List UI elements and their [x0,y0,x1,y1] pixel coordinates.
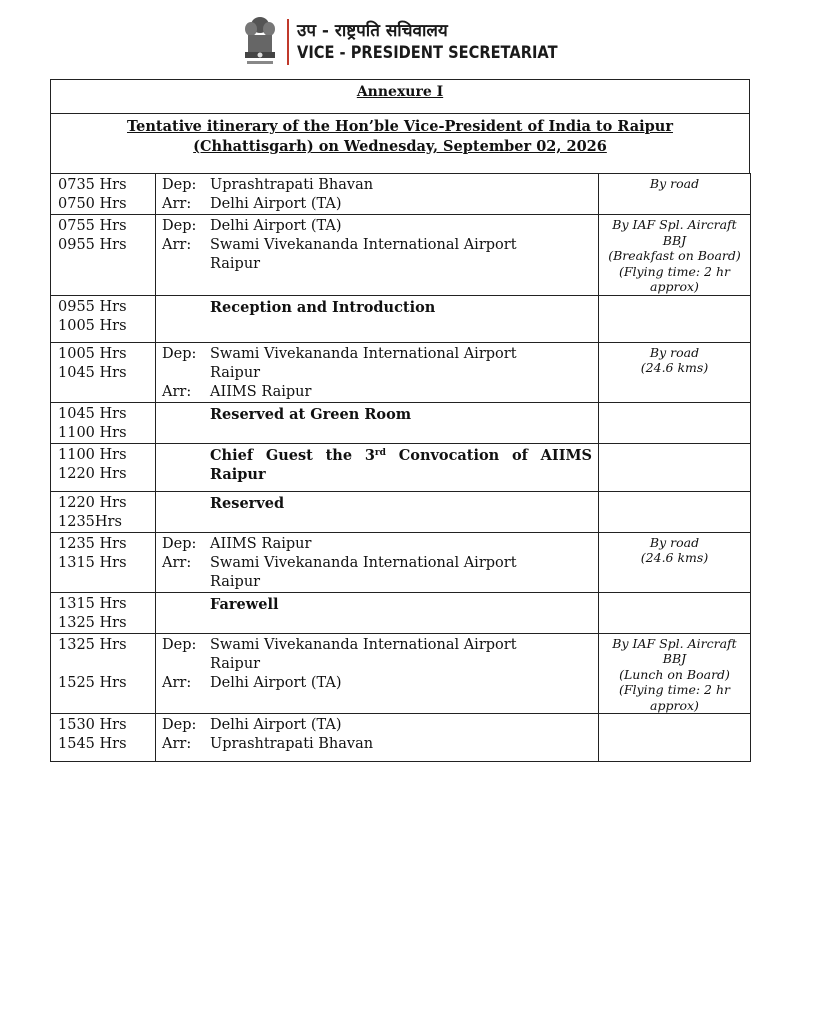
time-start: 1325 Hrs [58,636,127,653]
dep-place: Delhi Airport (TA) [210,717,342,733]
time-cell [51,633,156,714]
time-end: 1525 Hrs [58,674,127,691]
table-row [51,532,751,592]
time-cell [51,443,156,491]
note-cell [599,633,751,714]
table-row [51,215,751,296]
time-cell [51,491,156,532]
time-start: 1005 Hrs [58,345,127,362]
table-row [51,491,751,532]
dep-label: Dep: [162,177,197,193]
note-line: (24.6 kms) [640,550,709,565]
time-start: 1220 Hrs [58,494,127,511]
time-cell [51,532,156,592]
detail-cell [156,592,599,633]
note-cell [599,342,751,402]
time-cell [51,714,156,762]
arr-place: Swami Vivekananda International Airport Raipur [210,237,517,272]
dep-place: Uprashtrapati Bhavan [210,177,374,193]
arr-label: Arr: [162,383,192,400]
table-row [51,592,751,633]
note-line: By IAF Spl. Aircraft [612,635,737,651]
time-start: 1235 Hrs [58,535,127,552]
event-title [162,446,592,484]
itinerary-title-box [50,113,750,174]
letterhead [243,14,600,70]
detail-cell [156,342,599,402]
time-end: 1315 Hrs [58,554,127,571]
table-row [51,295,751,342]
time-cell [51,402,156,443]
detail-cell [156,295,599,342]
table-row [51,402,751,443]
note-line: By road [649,344,700,360]
note-line: (Flying time: 2 hr [618,682,731,697]
time-cell [51,174,156,215]
dep-place: Swami Vivekananda International Airport Raipur [210,636,517,672]
table-row [51,342,751,402]
note-cell [599,491,751,532]
itinerary-table [50,173,751,762]
time-end: 0955 Hrs [58,237,127,253]
table-row [51,633,751,714]
note-line: BBJ [662,651,687,666]
note-line: (Breakfast on Board) [608,248,741,263]
note-line: By IAF Spl. Aircraft [612,217,737,232]
time-start: 0955 Hrs [58,298,127,315]
note-line: (Flying time: 2 hr [618,263,731,279]
time-start: 0755 Hrs [58,218,127,234]
detail-cell [156,174,599,215]
time-start: 1315 Hrs [58,595,127,612]
time-end: 1325 Hrs [58,614,127,631]
arr-label: Arr: [162,237,192,253]
time-end: 1545 Hrs [58,736,127,752]
itinerary-title-line2: (Chhattisgarh) on Wednesday, September 02, 2026 [193,138,607,155]
time-end: 1045 Hrs [58,364,127,381]
note-cell [599,295,751,342]
arr-label: Arr: [162,554,192,571]
event-title: Farewell [210,595,279,613]
time-cell [51,592,156,633]
itinerary-title-line1: Tentative itinerary of the Hon’ble Vice-President of India to Raipur [127,118,673,135]
time-start: 1530 Hrs [58,717,127,733]
note-cell [599,402,751,443]
time-start: 1100 Hrs [58,446,127,463]
detail-cell [156,402,599,443]
note-line: By road [649,534,700,550]
note-cell [599,215,751,296]
national-emblem-icon [243,15,277,69]
hindi-title: उप - राष्ट्रपति सचिवालय [297,21,448,41]
note-text: By road [649,176,700,191]
event-title: Reserved at Green Room [210,405,412,423]
dep-label: Dep: [162,218,197,234]
dep-place: Delhi Airport (TA) [210,218,342,234]
time-end: 0750 Hrs [58,196,127,212]
dep-label: Dep: [162,636,197,653]
time-cell [51,342,156,402]
english-title: VICE - PRESIDENT SECRETARIAT [297,43,558,63]
time-cell [51,295,156,342]
note-line: approx) [650,279,699,294]
header-divider [287,19,289,65]
dep-label: Dep: [162,535,197,552]
arr-place: Delhi Airport (TA) [210,196,342,212]
event-title-b: Convocation of AIIMS Raipur [210,446,593,483]
detail-cell [156,633,599,714]
time-end: 1005 Hrs [58,317,127,334]
note-cell [599,174,751,215]
arr-label: Arr: [162,736,192,752]
arr-place: Uprashtrapati Bhavan [210,736,374,752]
dep-label: Dep: [162,345,197,362]
detail-cell [156,532,599,592]
itinerary-title [51,117,749,157]
time-start: 1045 Hrs [58,405,127,422]
time-cell [51,215,156,296]
note-line: BBJ [662,232,687,248]
event-title-a: Chief Guest the 3 [210,446,375,464]
arr-label: Arr: [162,196,192,212]
note-line: (Lunch on Board) [619,666,730,682]
annexure-box [50,79,750,114]
arr-place: Swami Vivekananda International Airport Raipur [210,554,517,590]
table-row [51,443,751,491]
detail-cell [156,491,599,532]
time-end: 1100 Hrs [58,424,127,441]
note-cell [599,532,751,592]
dep-label: Dep: [162,717,197,733]
table-row [51,174,751,215]
dep-place: AIIMS Raipur [210,535,312,552]
event-title: Reception and Introduction [210,298,436,316]
detail-cell [156,215,599,296]
note-line: approx) [650,697,699,713]
arr-label: Arr: [162,674,192,691]
note-line: (24.6 kms) [640,360,709,375]
table-row [51,714,751,762]
annexure-label: Annexure I [356,84,444,100]
time-end: 1235Hrs [58,513,122,530]
time-start: 0735 Hrs [58,177,127,193]
note-cell [599,714,751,762]
event-title: Reserved [210,494,285,512]
note-cell [599,592,751,633]
dep-place: Swami Vivekananda International Airport Raipur [210,345,517,381]
detail-cell [156,443,599,491]
event-title-sup: rd [374,447,386,458]
arr-place: AIIMS Raipur [210,383,312,400]
time-end: 1220 Hrs [58,465,127,482]
note-cell [599,443,751,491]
detail-cell [156,714,599,762]
arr-place: Delhi Airport (TA) [210,674,342,691]
